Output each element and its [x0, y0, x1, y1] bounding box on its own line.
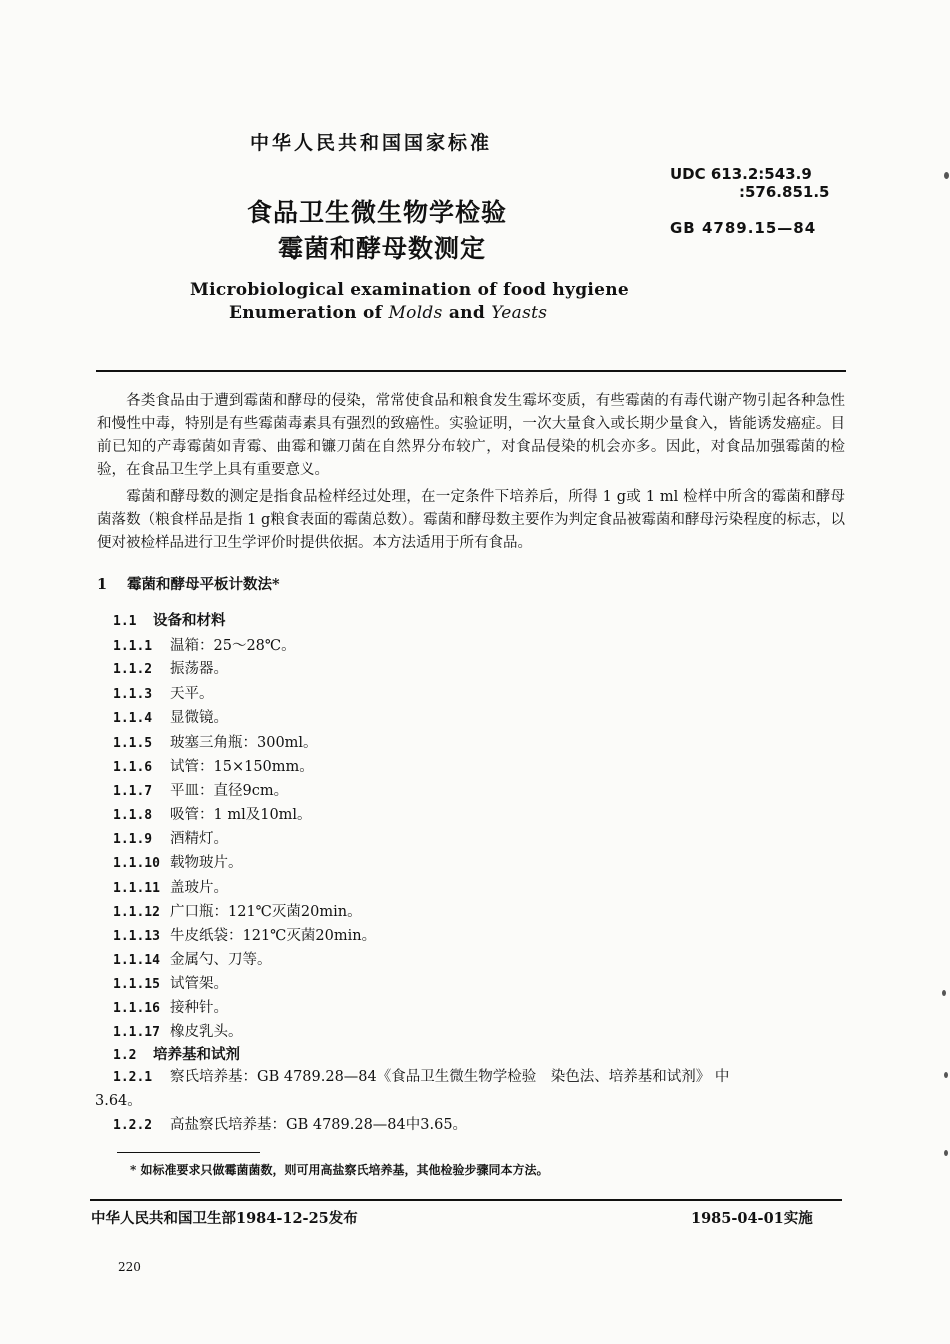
clause-number: 1.1.1 — [113, 639, 153, 654]
clause-number: 1.1.15 — [113, 977, 160, 992]
clause-item — [113, 1020, 243, 1041]
clause-text: 载物玻片。 — [170, 855, 243, 871]
clause-text: 吸管：1 ml及10ml。 — [170, 807, 312, 823]
clause-item-1-2-1 — [113, 1066, 833, 1089]
clause-item — [113, 948, 272, 969]
clause-item-1-2-2 — [113, 1113, 467, 1134]
document-title-line-2: 霉菌和酵母数测定 — [278, 234, 487, 263]
en-title-part: Enumeration of — [229, 303, 389, 323]
clause-item — [113, 731, 318, 752]
clause-item — [113, 851, 243, 872]
clause-number: 1.1.3 — [113, 687, 153, 702]
clause-item — [113, 827, 228, 848]
header-divider — [96, 370, 846, 372]
clause-item — [113, 634, 296, 655]
clause-text: 显微镜。 — [170, 710, 228, 726]
clause-number: 1.1.5 — [113, 736, 153, 751]
clause-text: 广口瓶：121℃灭菌20min。 — [170, 904, 362, 920]
clause-item — [113, 657, 228, 678]
english-title-line-2 — [229, 303, 547, 323]
clause-text: 天平。 — [170, 686, 214, 702]
clause-number: 1.1.14 — [113, 953, 160, 968]
clause-continuation: 3.64。 — [95, 1093, 142, 1109]
intro-text: 霉菌和酵母数的测定是指食品检样经过处理，在一定条件下培养后，所得 1 g或 1 ml 检样中所含的霉菌和酵母菌落数（粮食样品是指 1 g粮食表面的霉菌总数）。霉菌和酵母数主要作为判定食品被霉菌和酵母污染程度的标志，以便对被检样品进行卫生学评价时提供依据。本方法适用于所有食品。 — [97, 489, 845, 551]
section-number: 1 — [97, 576, 108, 593]
page-number: 220 — [118, 1260, 141, 1274]
intro-text: 各类食品由于遭到霉菌和酵母的侵染，常常使食品和粮食发生霉坏变质，有些霉菌的有毒代谢产物引起各种急性和慢性中毒，特别是有些霉菌毒素具有强烈的致癌性。实验证明，一次大量食入或长期少量食入，皆能诱发癌症。目前已知的产毒霉菌如青霉、曲霉和镰刀菌在自然界分布较广，对食品侵染的机会亦多。因此，对食品加强霉菌的检验，在食品卫生学上具有重要意义。 — [97, 393, 845, 478]
clause-item — [113, 779, 288, 800]
clause-text: 牛皮纸袋：121℃灭菌20min。 — [170, 928, 377, 944]
clause-text: 察氏培养基：GB 4789.28—84《食品卫生微生物学检验 染色法、培养基和试剂》 中 — [170, 1069, 730, 1085]
clause-item — [113, 972, 228, 993]
document-title-line-1: 食品卫生微生物学检验 — [247, 198, 508, 227]
clause-item — [113, 755, 314, 776]
clause-text: 振荡器。 — [170, 661, 228, 677]
clause-item — [113, 876, 228, 897]
clause-number: 1.1.10 — [113, 856, 160, 871]
issuing-body-header: 中华人民共和国国家标准 — [250, 132, 493, 154]
clause-text: 橡皮乳头。 — [170, 1024, 243, 1040]
en-title-yeasts: Yeasts — [491, 303, 548, 323]
clause-item — [113, 900, 362, 921]
footnote: * 如标准要求只做霉菌菌数，则可用高盐察氏培养基，其他检验步骤同本方法。 — [130, 1163, 549, 1177]
clause-number: 1.2 — [113, 1048, 137, 1063]
clause-text: 酒精灯。 — [170, 831, 228, 847]
clause-item — [113, 682, 214, 703]
subsection-1-1-heading — [113, 609, 226, 630]
english-title-line-1: Microbiological examination of food hygiene — [190, 280, 630, 300]
clause-number: 1.2.1 — [113, 1070, 153, 1085]
section-title: 霉菌和酵母平板计数法* — [127, 576, 280, 593]
clause-title: 设备和材料 — [153, 612, 226, 629]
subsection-1-2-heading — [113, 1043, 240, 1064]
udc-line-1: UDC 613.2:543.9 — [670, 165, 812, 183]
clause-number: 1.1.11 — [113, 881, 160, 896]
udc-line-2: :576.851.5 — [739, 183, 830, 201]
clause-text: 玻塞三角瓶：300ml。 — [170, 735, 318, 751]
clause-text: 接种针。 — [170, 1000, 228, 1016]
en-title-molds: Molds — [388, 303, 443, 323]
scan-speck — [944, 1072, 948, 1078]
issued-date: 中华人民共和国卫生部1984-12-25发布 — [91, 1210, 358, 1227]
section-1-heading — [97, 573, 280, 594]
clause-number: 1.1.6 — [113, 760, 153, 775]
clause-number: 1.1.17 — [113, 1025, 160, 1040]
clause-number: 1.1.2 — [113, 662, 153, 677]
footer-divider — [90, 1199, 842, 1201]
clause-text: 温箱：25～28℃。 — [170, 638, 296, 654]
udc-code — [670, 165, 829, 201]
clause-number: 1.1.12 — [113, 905, 160, 920]
clause-number: 1.1 — [113, 614, 137, 629]
clause-text: 试管：15×150mm。 — [170, 759, 314, 775]
en-title-part: and — [442, 303, 492, 323]
gb-standard-number: GB 4789.15—84 — [670, 219, 817, 237]
clause-number: 1.2.2 — [113, 1118, 153, 1133]
footnote-divider — [117, 1152, 260, 1153]
clause-number: 1.1.16 — [113, 1001, 160, 1016]
clause-item — [113, 706, 228, 727]
scan-speck — [944, 1150, 948, 1156]
clause-item — [113, 803, 312, 824]
clause-number: 1.1.9 — [113, 832, 153, 847]
clause-number: 1.1.8 — [113, 808, 153, 823]
scan-speck — [944, 172, 949, 179]
clause-text: 平皿：直径9cm。 — [170, 783, 289, 799]
clause-item — [113, 996, 228, 1017]
effective-date: 1985-04-01实施 — [691, 1210, 813, 1227]
clause-number: 1.1.13 — [113, 929, 160, 944]
clause-text: 试管架。 — [170, 976, 228, 992]
clause-text: 盖玻片。 — [170, 880, 228, 896]
clause-title: 培养基和试剂 — [153, 1046, 240, 1063]
clause-item — [113, 924, 376, 945]
clause-number: 1.1.4 — [113, 711, 153, 726]
intro-paragraph-2 — [97, 486, 845, 555]
clause-number: 1.1.7 — [113, 784, 153, 799]
clause-text: 高盐察氏培养基：GB 4789.28—84中3.65。 — [170, 1117, 468, 1133]
clause-text: 金属勺、刀等。 — [170, 952, 272, 968]
intro-paragraph-1 — [97, 390, 845, 482]
scan-speck — [942, 990, 946, 996]
